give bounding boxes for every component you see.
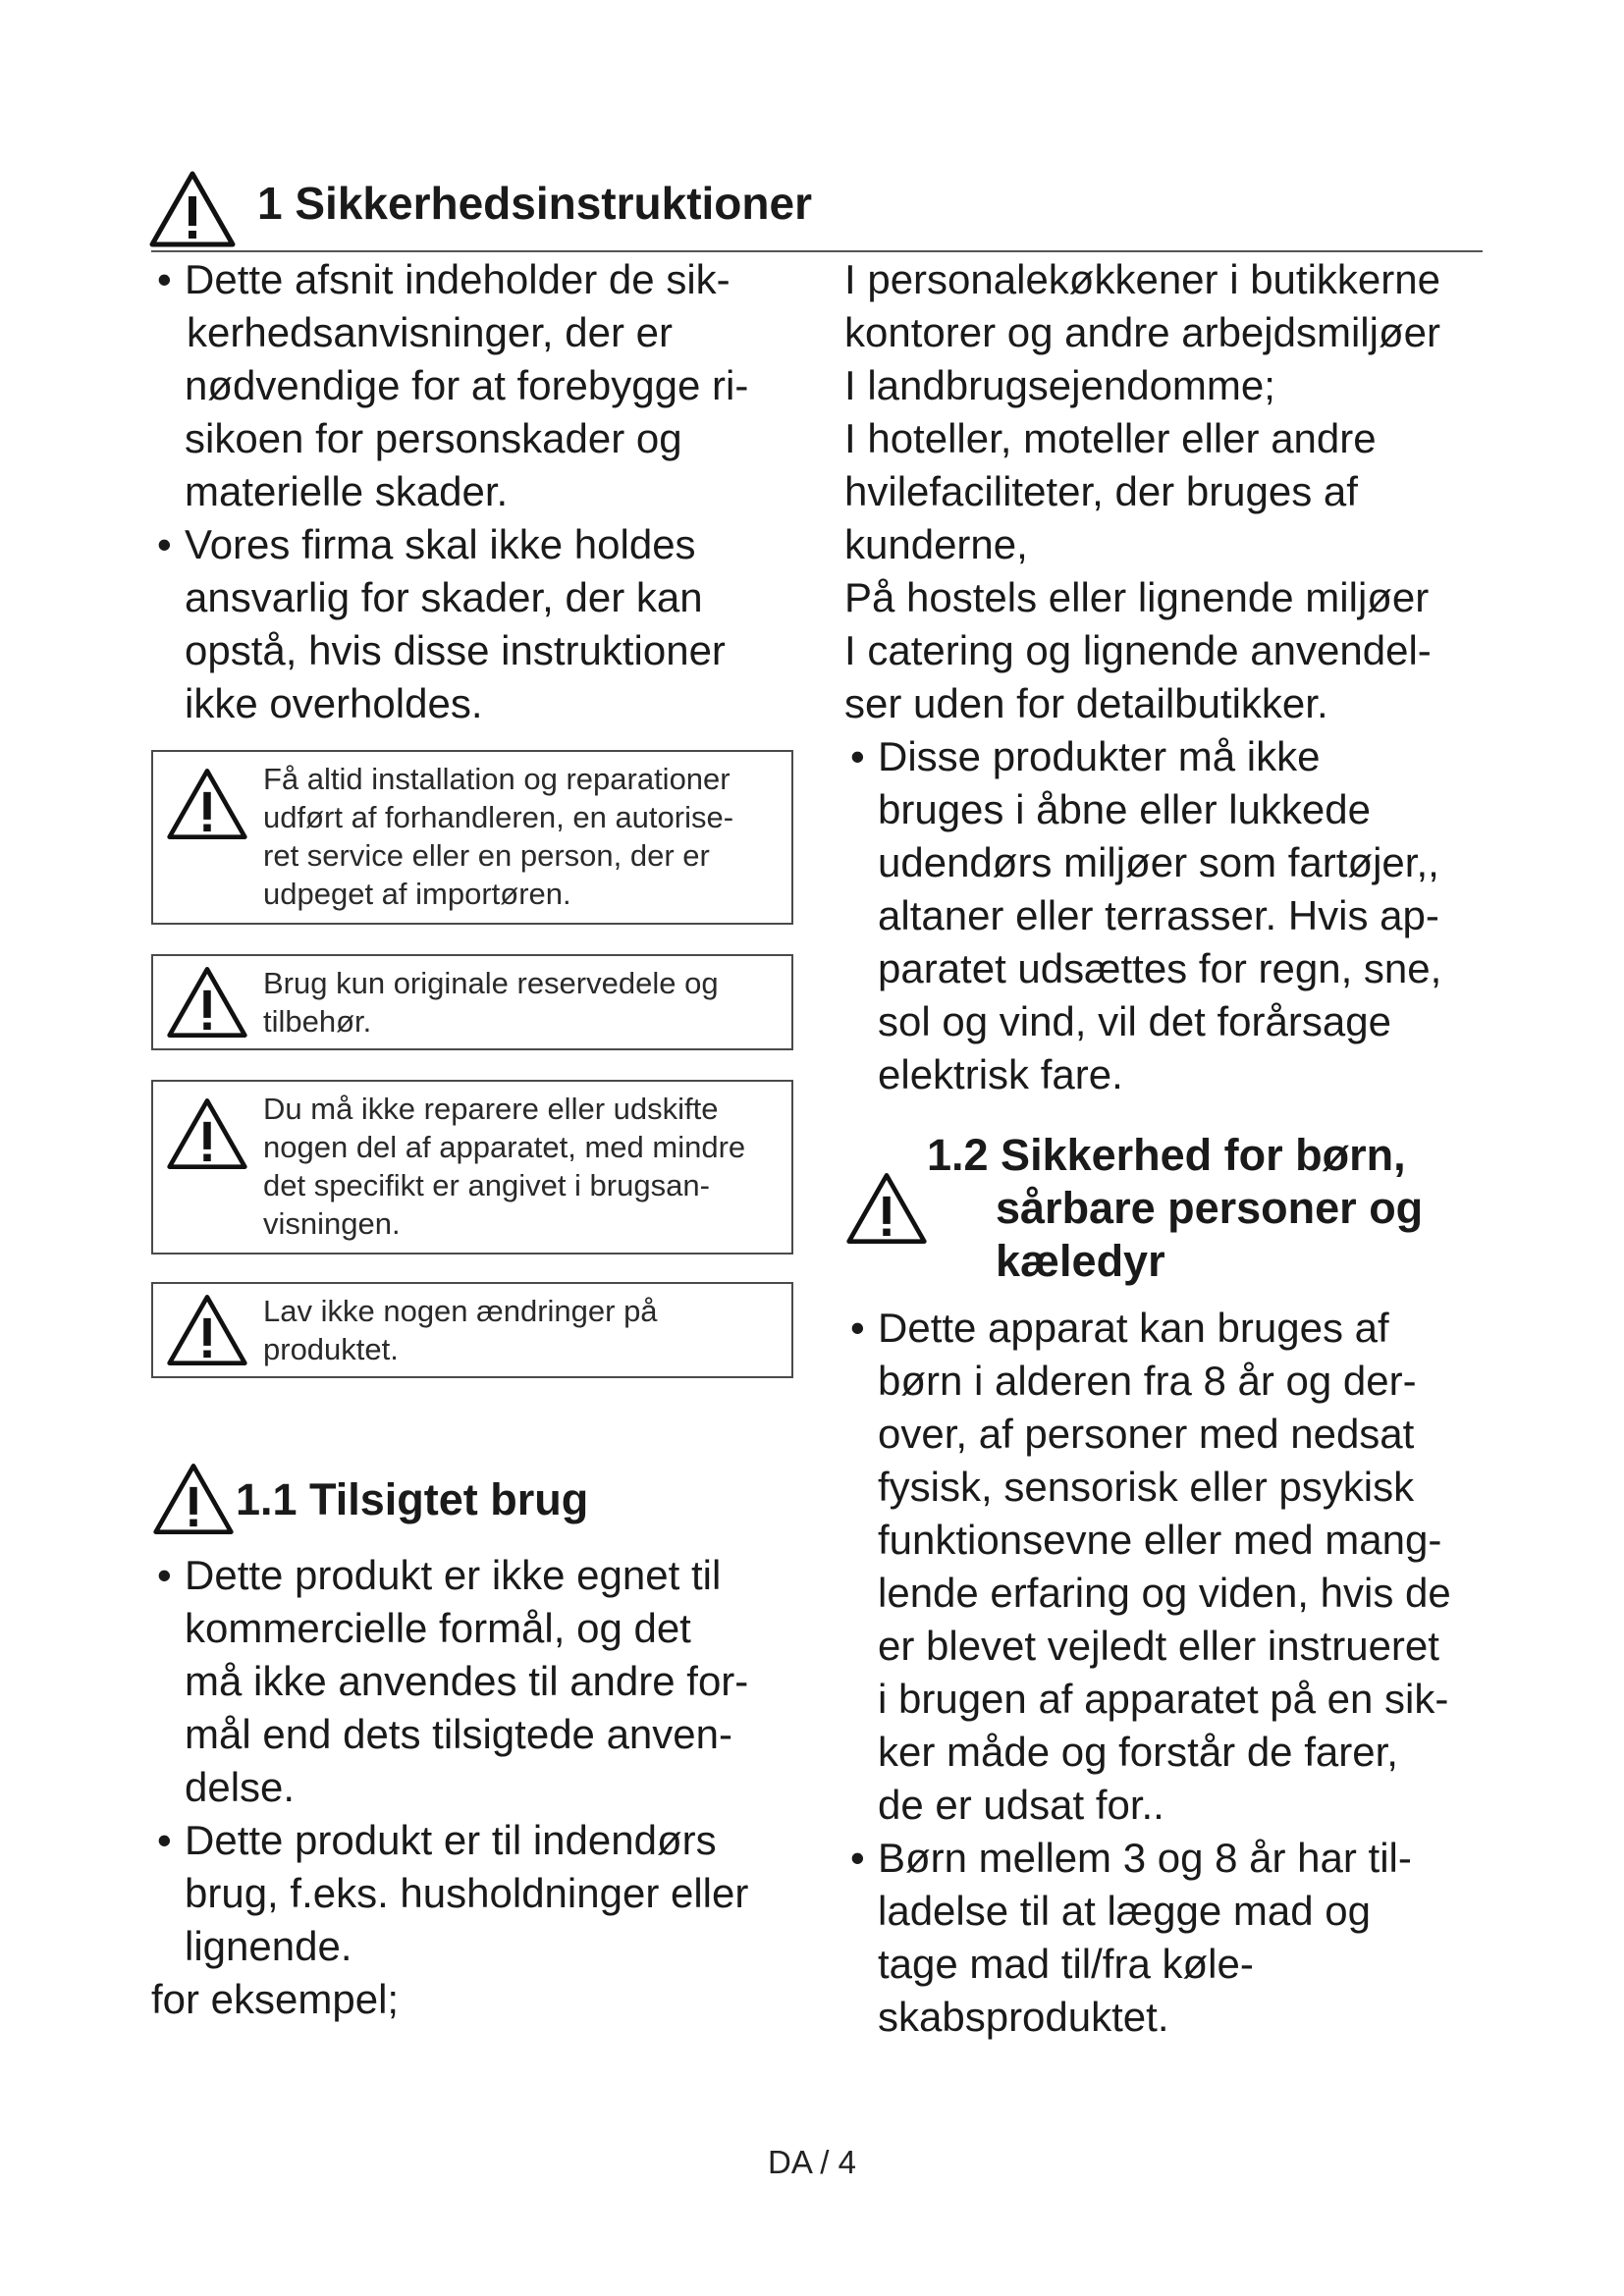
list-item <box>151 253 748 518</box>
text-line: kontorer og andre arbejdsmiljøer <box>844 309 1440 355</box>
text-line: elektrisk fare. <box>878 1051 1123 1097</box>
text-line: lignende. <box>185 1923 352 1969</box>
text-line: materielle skader. <box>185 468 509 514</box>
text-line: sikoen for personskader og <box>185 415 682 461</box>
section-1-1-bullets <box>151 1549 748 2026</box>
warning-text-line: udført af forhandleren, en autorise- <box>263 800 734 834</box>
warning-text-line: nogen del af apparatet, med mindre <box>263 1130 746 1164</box>
text-line: ker måde og forstår de farer, <box>878 1729 1398 1775</box>
text-line: bruges i åbne eller lukkede <box>878 786 1371 832</box>
warning-text-line: udpeget af importøren. <box>263 877 571 911</box>
warning-text-line: det specifikt er angivet i brugsan- <box>263 1168 710 1202</box>
text-line: i brugen af apparatet på en sik- <box>878 1676 1449 1722</box>
warning-triangle-icon <box>165 1292 249 1368</box>
text-line: tage mad til/fra køle- <box>878 1941 1254 1987</box>
text-line: funktionsevne eller med mang- <box>878 1517 1442 1563</box>
bullet-mark: • <box>850 1305 865 1351</box>
bullet-mark: • <box>157 1552 172 1598</box>
text-line: over, af personer med nedsat <box>878 1411 1415 1457</box>
warning-text-line: Få altid installation og reparationer <box>263 762 731 796</box>
text-line: udendørs miljøer som fartøjer,, <box>878 839 1439 885</box>
warning-triangle-icon <box>165 964 249 1041</box>
bullet-mark: • <box>850 1835 865 1881</box>
right-column-text <box>844 253 1441 1101</box>
section-1-1-heading <box>151 1461 780 1539</box>
text-line: ladelse til at lægge mad og <box>878 1888 1371 1934</box>
text-line: Dette afsnit indeholder de sik- <box>185 256 731 302</box>
text-line: kommercielle formål, og det <box>185 1605 691 1651</box>
text-line: for eksempel; <box>151 1976 400 2022</box>
list-item <box>844 1302 1451 1832</box>
list-item <box>844 730 1441 1101</box>
text-line: sol og vind, vil det forårsage <box>878 998 1391 1044</box>
title-line: sårbare personer og <box>996 1183 1424 1233</box>
warning-text-line: ret service eller en person, der er <box>263 838 710 873</box>
section-1-2-bullets <box>844 1302 1451 2044</box>
text-line: hvilefaciliteter, der bruges af <box>844 468 1358 514</box>
text-line: fysisk, sensorisk eller psykisk <box>878 1464 1415 1510</box>
text-line: Dette produkt er til indendørs <box>185 1817 717 1863</box>
section-1-2-title <box>927 1129 1423 1288</box>
text-line: delse. <box>185 1764 296 1810</box>
list-item <box>151 1814 748 1973</box>
text-line: Børn mellem 3 og 8 år har til- <box>878 1835 1412 1881</box>
text-line: Dette apparat kan bruges af <box>878 1305 1389 1351</box>
text-line: opstå, hvis disse instruktioner <box>185 627 726 673</box>
text-line: de er udsat for.. <box>878 1782 1164 1828</box>
text-line: I personalekøkkener i butikkerne <box>844 256 1440 302</box>
title-line: 1.2 Sikkerhed for børn, <box>927 1130 1406 1180</box>
bullet-mark: • <box>157 256 172 302</box>
text-line: På hostels eller lignende miljøer <box>844 574 1430 620</box>
list-item <box>844 1832 1451 2044</box>
text-line: I hoteller, moteller eller andre <box>844 415 1377 461</box>
section-1-2-heading <box>844 1129 1492 1296</box>
warning-triangle-icon <box>151 1461 236 1537</box>
text-line: ansvarlig for skader, der kan <box>185 574 703 620</box>
warning-triangle-icon <box>844 1170 929 1247</box>
warning-text-line: visningen. <box>263 1206 401 1241</box>
text-line: mål end dets tilsigtede anven- <box>185 1711 732 1757</box>
warning-box <box>151 1282 793 1378</box>
warning-text-line: Brug kun originale reservedele og <box>263 966 719 1000</box>
text-line: paratet udsættes for regn, sne, <box>878 945 1442 991</box>
warning-triangle-icon <box>147 169 238 249</box>
warning-text-line: Du må ikke reparere eller udskifte <box>263 1092 719 1126</box>
text-line: lende erfaring og viden, hvis de <box>878 1570 1451 1616</box>
text-line: I landbrugsejendomme; <box>844 362 1275 408</box>
warning-box <box>151 1080 793 1255</box>
section-1-bullets <box>151 253 748 730</box>
text-line: Disse produkter må ikke <box>878 733 1321 779</box>
text-line: kunderne, <box>844 521 1028 567</box>
bullet-mark: • <box>157 521 172 567</box>
title-line: kæledyr <box>996 1236 1165 1286</box>
page-number: DA / 4 <box>768 2144 856 2180</box>
text-line: Vores firma skal ikke holdes <box>185 521 696 567</box>
text-line: børn i alderen fra 8 år og der- <box>878 1358 1417 1404</box>
warning-triangle-icon <box>165 1095 249 1172</box>
warning-text-line: tilbehør. <box>263 1004 372 1039</box>
warning-box <box>151 954 793 1050</box>
text-line: I catering og lignende anvendel- <box>844 627 1432 673</box>
text-line: brug, f.eks. husholdninger eller <box>185 1870 749 1916</box>
warning-triangle-icon <box>165 766 249 842</box>
warning-box <box>151 750 793 925</box>
section-divider <box>151 250 1483 252</box>
bullet-mark: • <box>850 733 865 779</box>
bullet-mark: • <box>157 1817 172 1863</box>
section-1-title: 1 Sikkerhedsinstruktioner <box>257 178 812 229</box>
section-1-heading <box>147 167 1483 251</box>
text-line: altaner eller terrasser. Hvis ap- <box>878 892 1439 938</box>
text-line: ser uden for detailbutikker. <box>844 680 1328 726</box>
text-line: ikke overholdes. <box>185 680 483 726</box>
text-line: Dette produkt er ikke egnet til <box>185 1552 722 1598</box>
warning-text-line: Lav ikke nogen ændringer på <box>263 1294 658 1328</box>
text-line: må ikke anvendes til andre for- <box>185 1658 749 1704</box>
section-1-1-title: 1.1 Tilsigtet brug <box>236 1474 589 1524</box>
list-item <box>151 1549 748 1814</box>
text-line: nødvendige for at forebygge ri- <box>185 362 749 408</box>
warning-text-line: produktet. <box>263 1332 399 1366</box>
list-item <box>151 518 748 730</box>
text-line: er blevet vejledt eller instrueret <box>878 1623 1439 1669</box>
text-line: kerhedsanvisninger, der er <box>187 309 673 355</box>
text-line: skabsproduktet. <box>878 1994 1169 2040</box>
